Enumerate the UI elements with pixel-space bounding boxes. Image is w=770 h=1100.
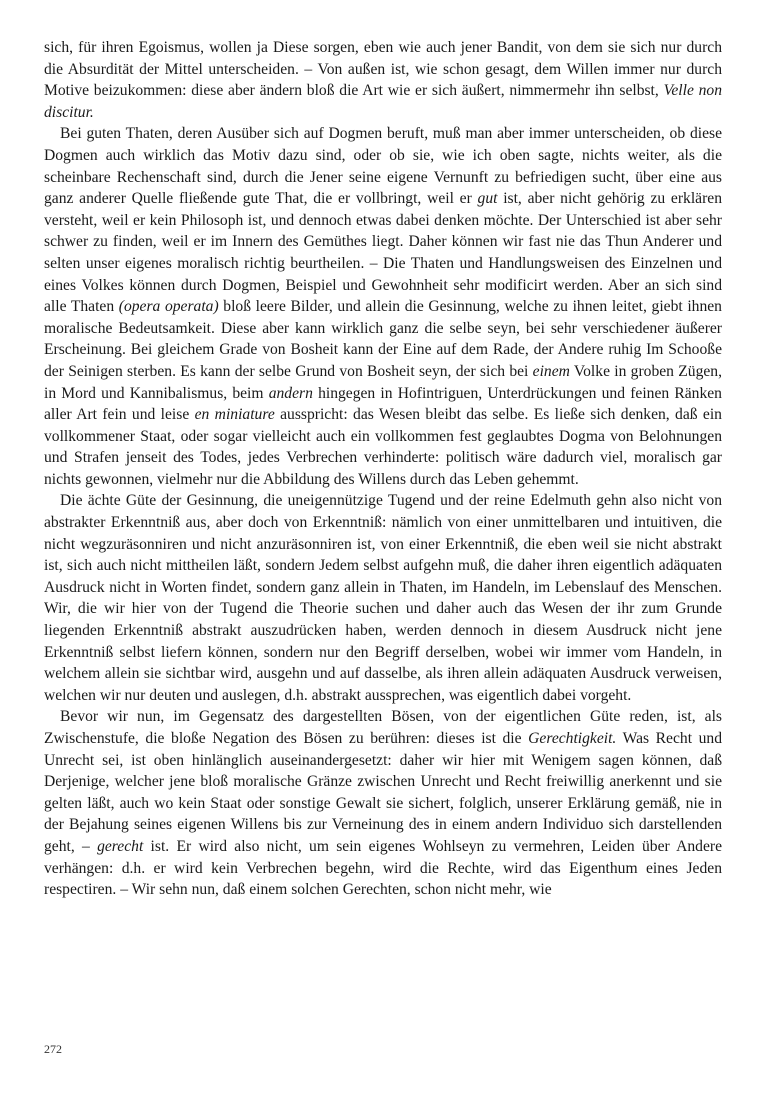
text-run: Volke in groben Zügen, in Mord und Kannibalismus, beim bbox=[44, 362, 722, 402]
text-run: ausspricht: das Wesen bleibt das selbe. Es ließe sich denken, daß ein vollkommener Staat, oder sogar vielleicht auch ein vollkommen fest geglaubtes Dogma von Belohnungen und Strafen jenseit des Todes, jedes Verbrechen verhinderte: politisch wäre dadurch viel, moralisch gar nichts gewonnen, vielmehr nur die Abbildung des Willens durch das Leben gehemmt. bbox=[44, 406, 722, 488]
paragraph-4 bbox=[44, 706, 722, 900]
text-run: Bevor wir nun, im Gegensatz des dargestellten Bösen, von der eigentlichen Güte reden, ist, als Zwischenstufe, die bloße Negation des Bösen zu berühren: dieses ist die bbox=[44, 708, 722, 747]
text-run: sich, für ihren Egoismus, wollen ja Diese sorgen, eben wie auch jener Bandit, von dem sie sich nur durch die Absurdität der Mittel unterscheiden. – Von außen ist, wie schon gesagt, dem Willen immer nur durch Motive beizukommen: diese aber ändern bloß die Art wie er sich äußert, nimmermehr ihn selbst, bbox=[44, 39, 722, 100]
text-run: bloß leere Bilder, und allein die Gesinnung, welche zu ihnen leitet, giebt ihnen moralische Bedeutsamkeit. Diese aber kann wirklich ganz die selbe seyn, bei sehr verschiedener äußerer Erscheinung. Bei gleichem Grade von Bosheit kann der Eine auf dem Rade, der Andere ruhig Im Schooße der Seinigen sterben. Es kann der selbe Grund von Bosheit seyn, der sich bei bbox=[44, 298, 722, 380]
paragraph-3 bbox=[44, 490, 722, 706]
text-run-italic: (opera operata) bbox=[118, 298, 219, 316]
text-run: Bei guten Thaten, deren Ausüber sich auf Dogmen beruft, muß man aber immer unterscheiden, ob diese Dogmen auch wirklich das Motiv dazu sind, oder ob sie, wie ich oben sagte, nichts weiter, als die scheinbare Rechenschaft sind, durch die Jener seine eigene Vernunft zu befriedigen sucht, über eine aus ganz anderer Quelle fließende gute That, die er vollbringt, weil er bbox=[44, 125, 722, 208]
page-number: 272 bbox=[44, 1042, 62, 1056]
text-run: ist, aber nicht gehörig zu erklären versteht, weil er kein Philosoph ist, und dennoch etwas dabei denken möchte. Der Unterschied ist aber sehr schwer zu finden, weil er im Innern des Gemüthes liegt. Daher können wir fast nie das Thun Anderer und selten unser eigenes moralisch richtig beurtheilen. – Die Thaten und Handlungsweisen des Einzelnen und eines Volkes können durch Dogmen, Beispiel und Gewohnheit sehr modificirt werden. Aber an sich sind alle Thaten bbox=[44, 190, 722, 316]
text-run-italic: andern bbox=[268, 384, 313, 402]
text-run: Die ächte Güte der Gesinnung, die uneigennützige Tugend und der reine Edelmuth gehn also nicht von abstrakter Erkenntniß aus, aber doch von Erkenntniß: nämlich von einer unmittelbaren und intuitiven, die nicht wegzuräsonniren und nicht anzuräsonniren ist, von einer Erkenntniß, die eben weil sie nicht abstrakt ist, sich auch nicht mittheilen läßt, sondern Jedem selbst aufgehn muß, die daher ihren eigentlich adäquaten Ausdruck nicht in Worten findet, sondern ganz allein in Thaten, im Handeln, im Lebenslauf des Menschen. Wir, die wir hier von der Tugend die Theorie suchen und daher auch das Wesen der ihr zum Grunde liegenden Erkenntniß abstrakt auszudrücken haben, werden dennoch in diesem Ausdruck nicht jene Erkenntniß selbst liefern können, sondern nur den Begriff derselben, wobei wir immer vom Handeln, in welchem allein sie sichtbar wird, ausgehn und auf dasselbe, als ihren allein adäquaten Ausdruck verweisen, welchen wir nur deuten und auslegen, d.h. abstrakt aussprechen, was eigentlich dabei vorgeht. bbox=[44, 492, 722, 704]
page-body bbox=[44, 37, 722, 901]
text-run-italic: gerecht bbox=[97, 837, 144, 855]
paragraph-2 bbox=[44, 123, 722, 490]
text-run-italic: Gerechtigkeit. bbox=[528, 730, 617, 747]
paragraph-1 bbox=[44, 37, 722, 123]
text-run: Was Recht und Unrecht sei, ist oben hinlänglich auseinandergesetzt: daher wir hier mit Wenigem sagen können, daß Derjenige, welcher jene bloß moralische Gränze zwischen Unrecht und Recht freiwillig anerkennt und sie gelten läßt, auch wo kein Staat oder sonstige Gewalt sie sichert, folglich, unserer Erklärung gemäß, nie in der Bejahung seines eigenen Willens bis zur Verneinung des in einem andern Individuo sich darstellenden geht, – bbox=[44, 730, 722, 855]
text-run: ist. Er wird also nicht, um sein eigenes Wohlseyn zu vermehren, Leiden über Andere verhängen: d.h. er wird kein Verbrechen begehn, wird die Rechte, wird das Eigenthum eines Jeden respectiren. – Wir sehn nun, daß einem solchen Gerechten, schon nicht mehr, wie bbox=[44, 837, 723, 899]
text-run: hingegen in Hofintriguen, Unterdrückungen und feinen Ränken aller Art fein und leise bbox=[44, 384, 722, 424]
text-run-italic: Velle non discitur. bbox=[44, 82, 723, 121]
text-run-italic: gut bbox=[477, 190, 498, 208]
text-run-italic: einem bbox=[532, 362, 570, 380]
text-run-italic: en miniature bbox=[194, 406, 275, 424]
